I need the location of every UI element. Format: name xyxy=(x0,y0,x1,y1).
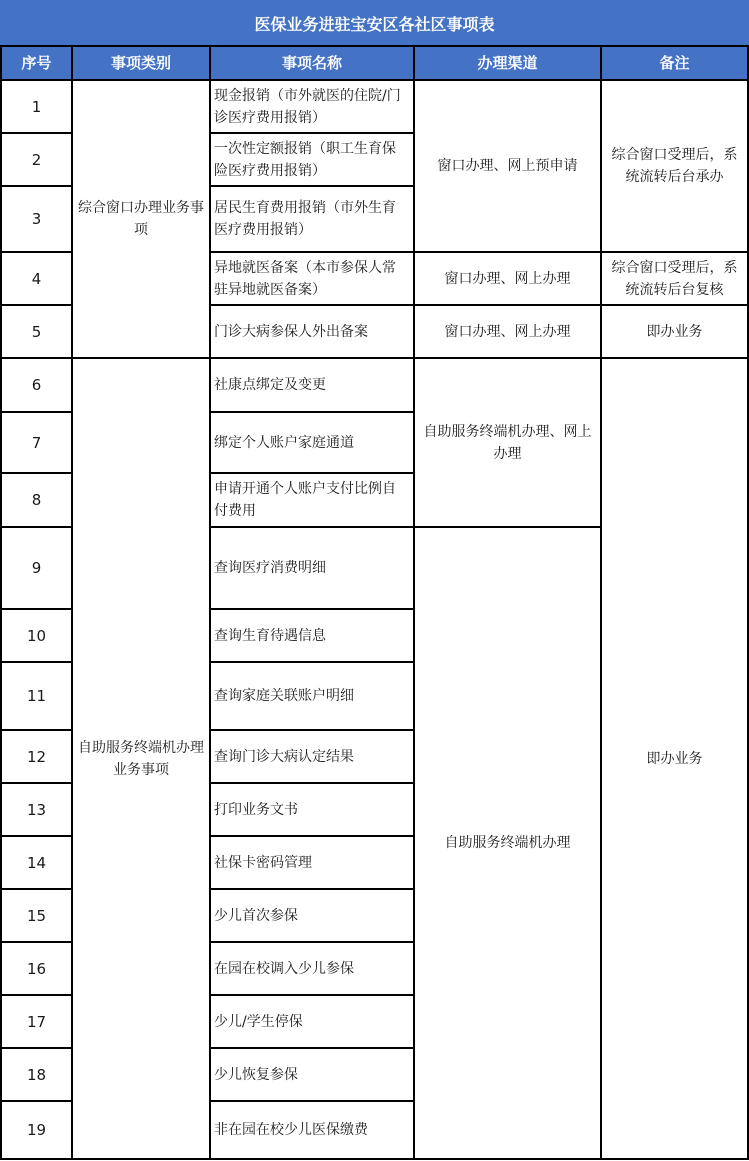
row-index: 11 xyxy=(0,663,73,731)
header-index: 序号 xyxy=(0,45,73,81)
item-name-cell: 绑定个人账户家庭通道 xyxy=(211,413,415,474)
channel-cell: 窗口办理、网上预申请 xyxy=(415,81,602,253)
row-index: 17 xyxy=(0,996,73,1049)
row-index: 15 xyxy=(0,890,73,943)
row-index: 9 xyxy=(0,528,73,610)
item-name-cell: 现金报销（市外就医的住院/门诊医疗费用报销） xyxy=(211,81,415,134)
item-name-cell: 在园在校调入少儿参保 xyxy=(211,943,415,996)
row-index: 13 xyxy=(0,784,73,837)
item-name-cell: 少儿恢复参保 xyxy=(211,1049,415,1102)
table-title: 医保业务进驻宝安区各社区事项表 xyxy=(0,0,749,46)
item-name-cell: 异地就医备案（本市参保人常驻异地就医备案） xyxy=(211,253,415,306)
row-index: 19 xyxy=(0,1102,73,1160)
row-index: 8 xyxy=(0,474,73,528)
item-name-cell: 申请开通个人账户支付比例自付费用 xyxy=(211,474,415,528)
item-name-cell: 非在园在校少儿医保缴费 xyxy=(211,1102,415,1160)
row-index: 16 xyxy=(0,943,73,996)
row-index: 7 xyxy=(0,413,73,474)
row-index: 12 xyxy=(0,731,73,784)
item-name-cell: 打印业务文书 xyxy=(211,784,415,837)
item-name-cell: 查询医疗消费明细 xyxy=(211,528,415,610)
category-cell: 综合窗口办理业务事项 xyxy=(73,81,211,359)
row-index: 2 xyxy=(0,134,73,187)
item-name-cell: 一次性定额报销（职工生育保险医疗费用报销） xyxy=(211,134,415,187)
row-index: 3 xyxy=(0,187,73,253)
header-channel: 办理渠道 xyxy=(415,45,602,81)
item-name-cell: 门诊大病参保人外出备案 xyxy=(211,306,415,359)
header-remark: 备注 xyxy=(602,45,749,81)
row-index: 6 xyxy=(0,359,73,413)
row-index: 18 xyxy=(0,1049,73,1102)
remark-cell: 综合窗口受理后，系统流转后台复核 xyxy=(602,253,749,306)
item-name-cell: 居民生育费用报销（市外生育医疗费用报销） xyxy=(211,187,415,253)
channel-cell: 自助服务终端机办理、网上办理 xyxy=(415,359,602,528)
remark-cell: 即办业务 xyxy=(602,306,749,359)
row-index: 10 xyxy=(0,610,73,663)
row-index: 14 xyxy=(0,837,73,890)
item-name-cell: 少儿/学生停保 xyxy=(211,996,415,1049)
channel-cell: 窗口办理、网上办理 xyxy=(415,306,602,359)
remark-cell: 综合窗口受理后，系统流转后台承办 xyxy=(602,81,749,253)
item-name-cell: 少儿首次参保 xyxy=(211,890,415,943)
item-name-cell: 查询家庭关联账户明细 xyxy=(211,663,415,731)
row-index: 4 xyxy=(0,253,73,306)
remark-cell: 即办业务 xyxy=(602,359,749,1160)
item-name-cell: 查询门诊大病认定结果 xyxy=(211,731,415,784)
row-index: 5 xyxy=(0,306,73,359)
category-cell: 自助服务终端机办理业务事项 xyxy=(73,359,211,1160)
row-index: 1 xyxy=(0,81,73,134)
channel-cell: 自助服务终端机办理 xyxy=(415,528,602,1160)
header-category: 事项类别 xyxy=(73,45,211,81)
header-name: 事项名称 xyxy=(211,45,415,81)
item-name-cell: 社保卡密码管理 xyxy=(211,837,415,890)
item-name-cell: 社康点绑定及变更 xyxy=(211,359,415,413)
channel-cell: 窗口办理、网上办理 xyxy=(415,253,602,306)
item-name-cell: 查询生育待遇信息 xyxy=(211,610,415,663)
